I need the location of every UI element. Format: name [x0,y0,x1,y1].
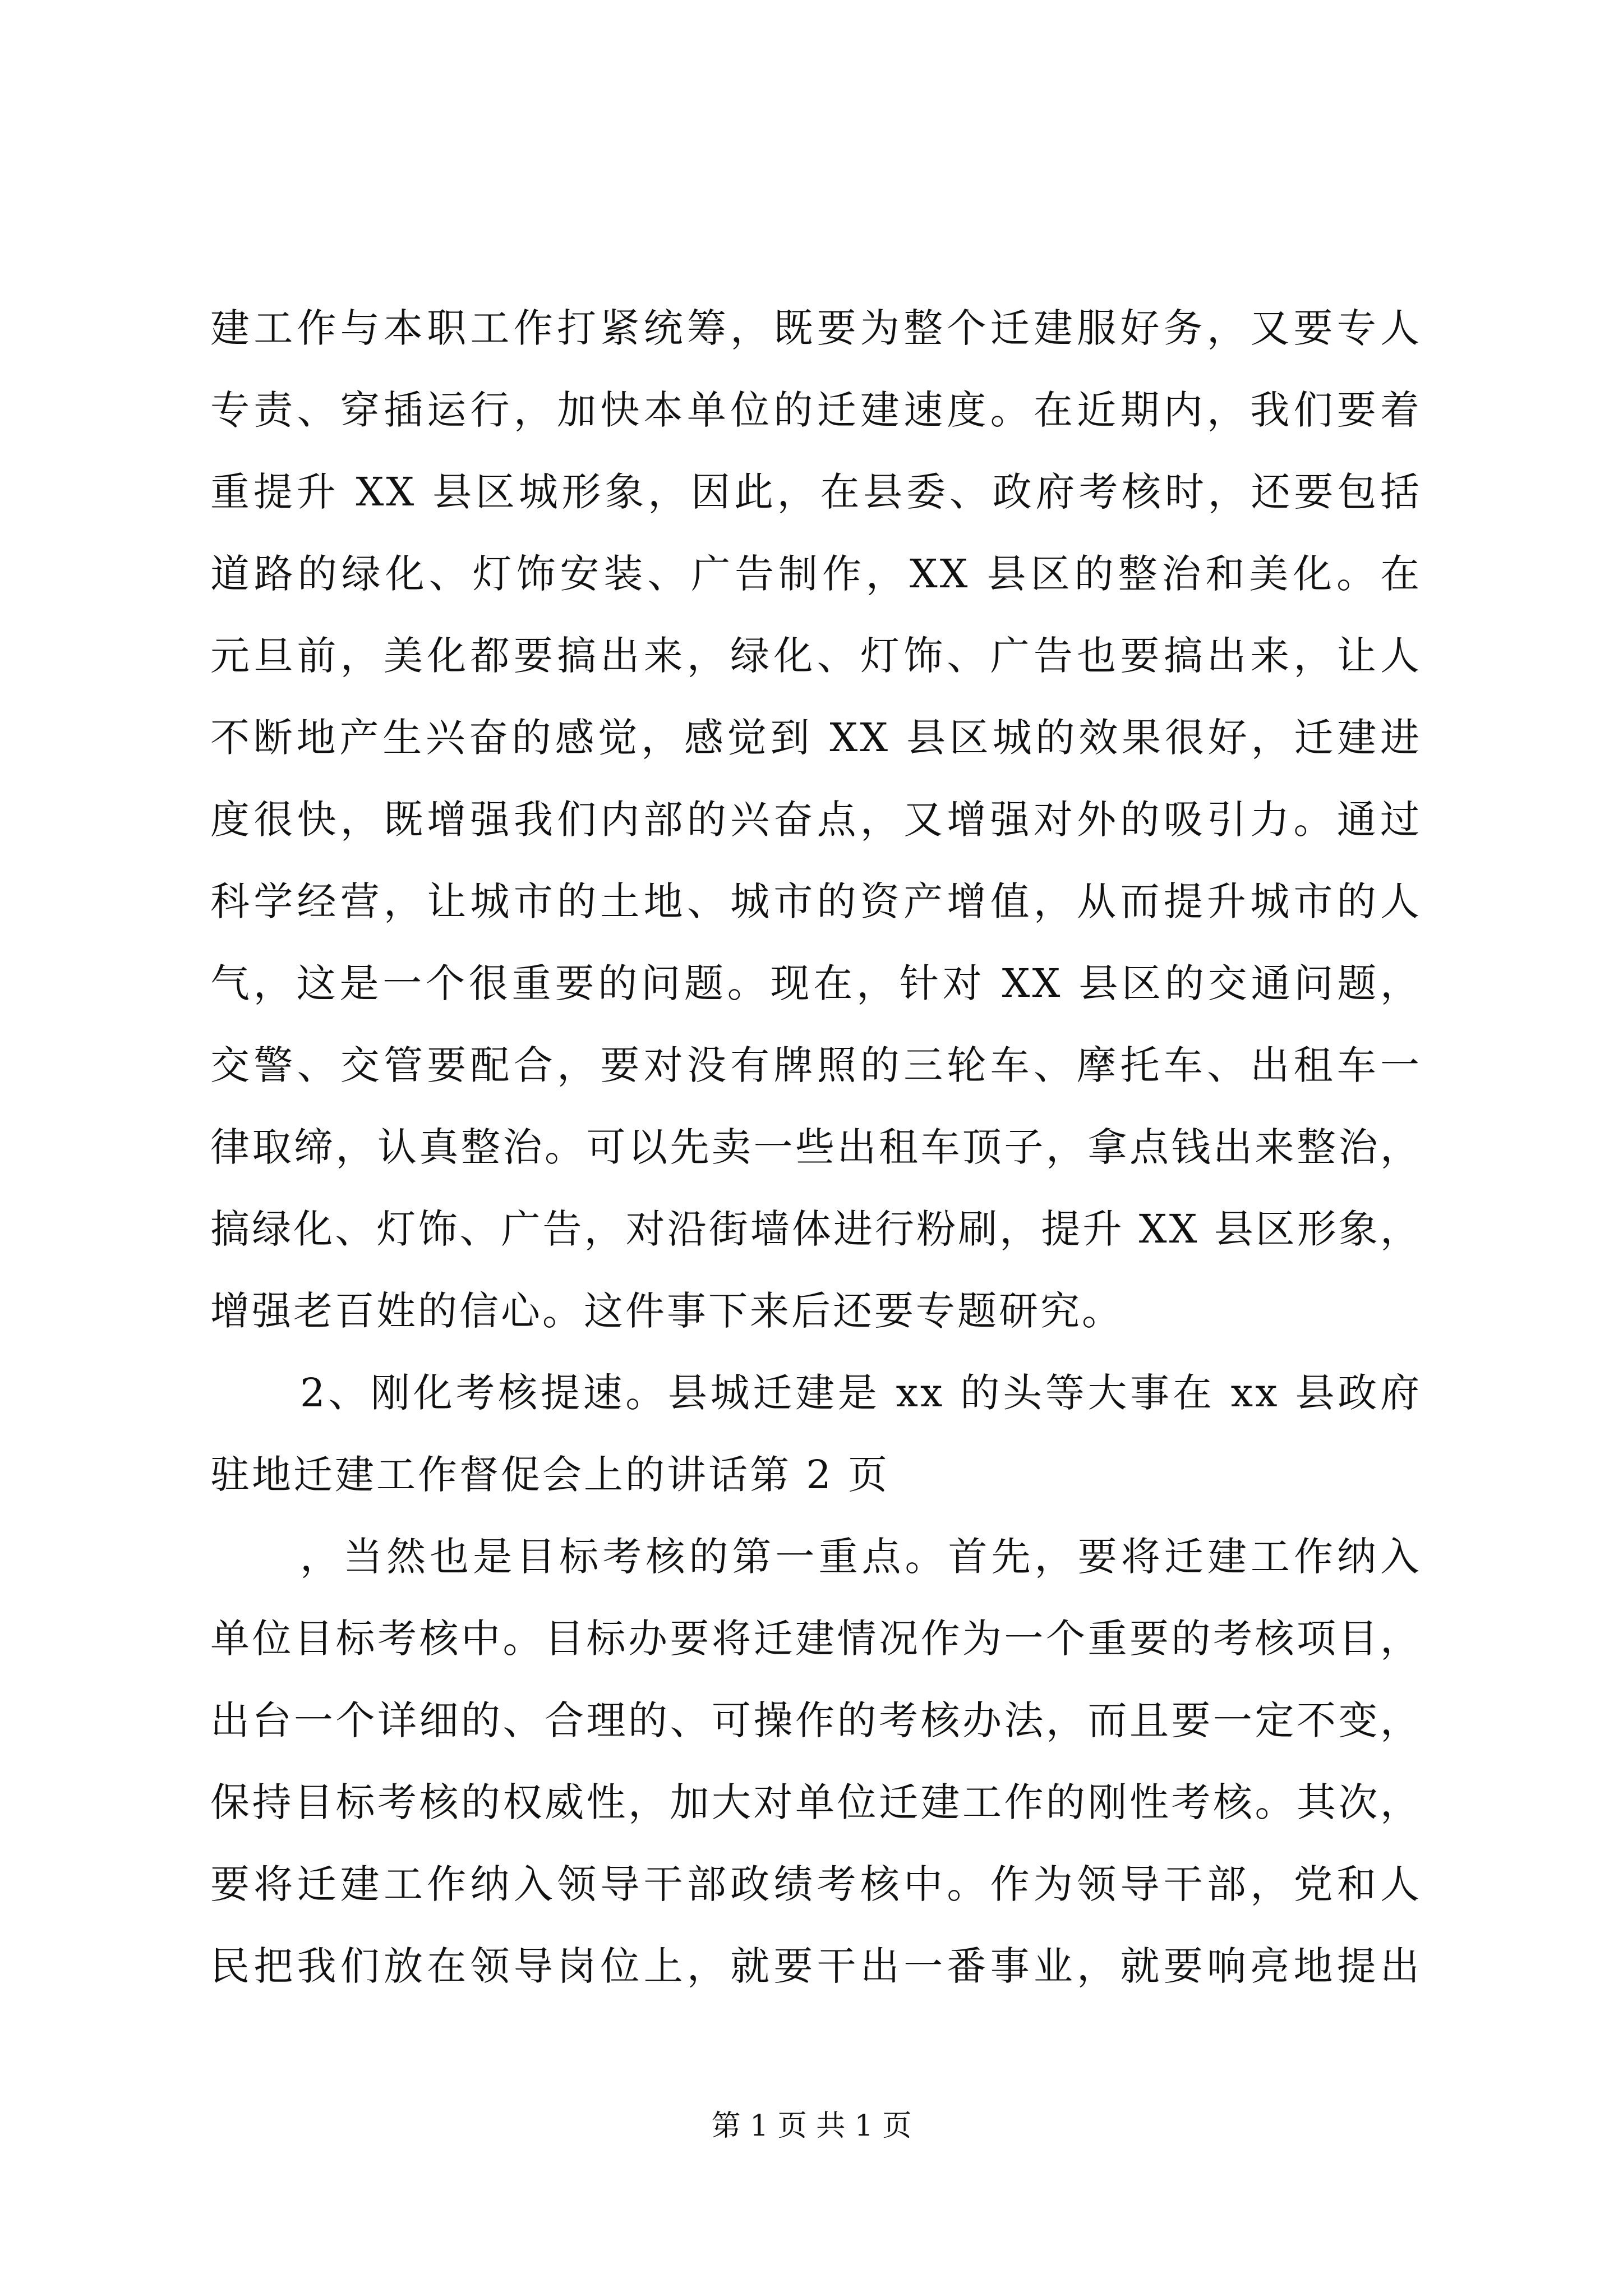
text-line: 民把我们放在领导岗位上，就要干出一番事业，就要响亮地提出 [210,1943,1422,1989]
text-line: 度很快，既增强我们内部的兴奋点，又增强对外的吸引力。通过 [210,797,1422,843]
text-line: ，当然也是目标考核的第一重点。首先，要将迁建工作纳入 [300,1534,1422,1580]
text-line: 增强老百姓的信心。这件事下来后还要专题研究。 [210,1288,1123,1334]
text-line: 出台一个详细的、合理的、可操作的考核办法，而且要一定不变， [210,1697,1422,1743]
text-line: 不断地产生兴奋的感觉，感觉到 XX 县区城的效果很好，迁建进 [210,715,1422,761]
text-line: 单位目标考核中。目标办要将迁建情况作为一个重要的考核项目， [210,1616,1422,1662]
text-line: 道路的绿化、灯饰安装、广告制作，XX 县区的整治和美化。在 [210,551,1422,597]
text-line: 元旦前，美化都要搞出来，绿化、灯饰、广告也要搞出来，让人 [210,633,1422,679]
text-line: 建工作与本职工作打紧统筹，既要为整个迁建服好务，又要专人 [210,305,1422,351]
text-line: 要将迁建工作纳入领导干部政绩考核中。作为领导干部，党和人 [210,1861,1422,1907]
text-line: 重提升 XX 县区城形象，因此，在县委、政府考核时，还要包括 [210,469,1422,515]
text-line: 2、刚化考核提速。县城迁建是 xx 的头等大事在 xx 县政府 [300,1370,1422,1416]
text-line: 专责、穿插运行，加快本单位的迁建速度。在近期内，我们要着 [210,387,1422,433]
page-footer: 第 1 页 共 1 页 [711,2109,912,2143]
text-line: 搞绿化、灯饰、广告，对沿街墙体进行粉刷，提升 XX 县区形象， [210,1206,1422,1252]
text-line: 驻地迁建工作督促会上的讲话第 2 页 [210,1452,890,1498]
text-line: 律取缔，认真整治。可以先卖一些出租车顶子，拿点钱出来整治， [210,1124,1422,1170]
text-line: 保持目标考核的权威性，加大对单位迁建工作的刚性考核。其次， [210,1779,1422,1825]
text-line: 气，这是一个很重要的问题。现在，针对 XX 县区的交通问题， [210,960,1422,1006]
text-line: 交警、交管要配合，要对没有牌照的三轮车、摩托车、出租车一 [210,1042,1422,1088]
document-body [210,287,1422,2007]
text-line: 科学经营，让城市的土地、城市的资产增值，从而提升城市的人 [210,878,1422,924]
